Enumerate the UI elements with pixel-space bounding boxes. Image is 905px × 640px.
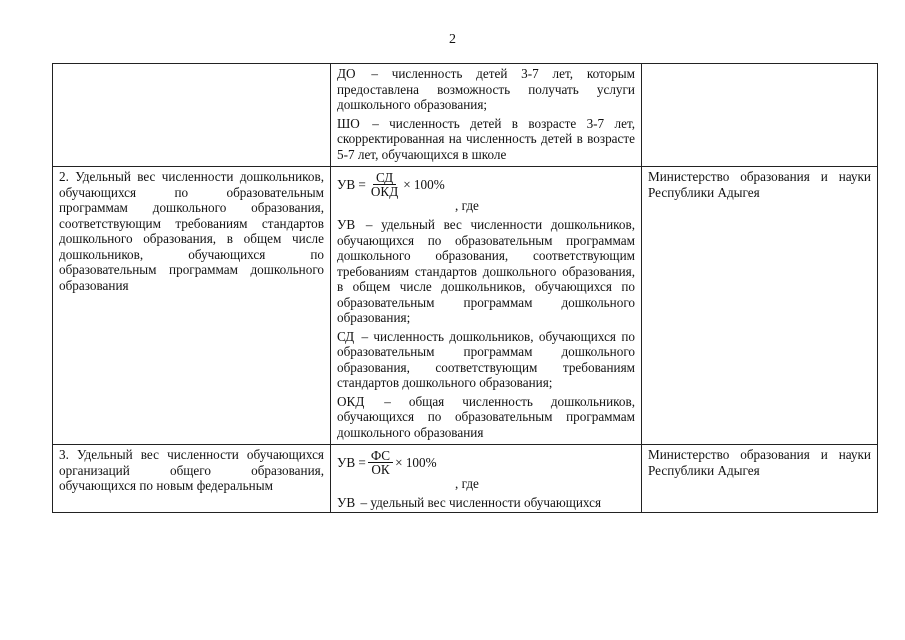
definition-uv	[337, 217, 635, 326]
responsible-cell	[642, 445, 878, 513]
definition-sho	[337, 116, 635, 163]
formula-numerator: ФС	[368, 449, 393, 463]
formula-suffix: , где	[455, 476, 479, 491]
formula-numerator: СД	[373, 171, 396, 185]
definition-text: – численность детей 3-7 лет, которым предоставлена возможность получать услуги дошкольного образования;	[337, 66, 635, 112]
definition-text: – численность дошкольников, обучающихся по образовательным программам дошкольного образования, соответствующим требованиям стандартов дошкольного образования;	[337, 328, 635, 390]
formula-fraction	[368, 449, 393, 477]
table-row	[53, 445, 878, 513]
definition-symbol: ОКД	[337, 393, 365, 409]
definition-text: – удельный вес численности дошкольников, обучающихся по образовательным программам дошкольного образования, соответствующим требованиям стандартов дошкольного образования, в общем числе дошкольников, обучающихся по образовательным программам дошкольного образования;	[337, 217, 636, 325]
responsible-org: Министерство образования и науки Республики Адыгея	[648, 447, 871, 478]
formula-denominator: ОК	[371, 462, 390, 477]
definition-text: – удельный вес численности обучающихся	[360, 495, 602, 510]
formula-rhs: × 100%	[395, 455, 437, 471]
definition-symbol: СД	[337, 328, 355, 344]
formula-rhs: × 100%	[403, 177, 445, 193]
formula-suffix: , где	[455, 198, 479, 213]
indicator-cell	[53, 64, 331, 167]
indicator-text: 3. Удельный вес численности обучающихся организаций общего образования, обучающихся по новым федеральным	[59, 447, 324, 493]
definition-symbol: ДО	[337, 66, 356, 81]
method-cell	[331, 167, 642, 445]
definition-text: – общая численность дошкольников, обучающихся по образовательным программам дошкольного образования	[337, 393, 635, 440]
definition-symbol: УВ	[337, 495, 356, 510]
table-row	[53, 64, 878, 167]
responsible-cell	[642, 64, 878, 167]
formula-fraction	[368, 171, 401, 199]
page-number: 2	[449, 32, 456, 47]
indicators-table	[52, 63, 878, 513]
formula-lhs: УВ =	[337, 177, 366, 193]
responsible-org: Министерство образования и науки Республики Адыгея	[648, 169, 871, 200]
method-cell	[331, 64, 642, 167]
indicator-cell	[53, 167, 331, 445]
definition-do	[337, 66, 635, 113]
formula	[337, 171, 635, 199]
indicator-cell	[53, 445, 331, 513]
definition-symbol: ШО	[337, 115, 360, 131]
definition-symbol: УВ	[337, 217, 356, 232]
formula	[337, 449, 635, 477]
indicator-text: 2. Удельный вес численности дошкольников, обучающихся по образовательным программам дошкольного образования, соответствующим требованиям стандартов дошкольного образования, в общем числе дошкольников, обучающихся по образовательным программам дошкольного образования	[59, 169, 324, 293]
formula-lhs: УВ =	[337, 455, 366, 471]
definition-sd	[337, 329, 635, 391]
definition-uv	[337, 495, 635, 511]
definition-okd	[337, 394, 635, 441]
method-cell	[331, 445, 642, 513]
definition-text: – численность детей в возрасте 3-7 лет, скорректированная на численность детей в возрасте 5-7 лет, обучающихся в школе	[337, 115, 636, 162]
table-row	[53, 167, 878, 445]
formula-denominator: ОКД	[370, 184, 399, 199]
responsible-cell	[642, 167, 878, 445]
